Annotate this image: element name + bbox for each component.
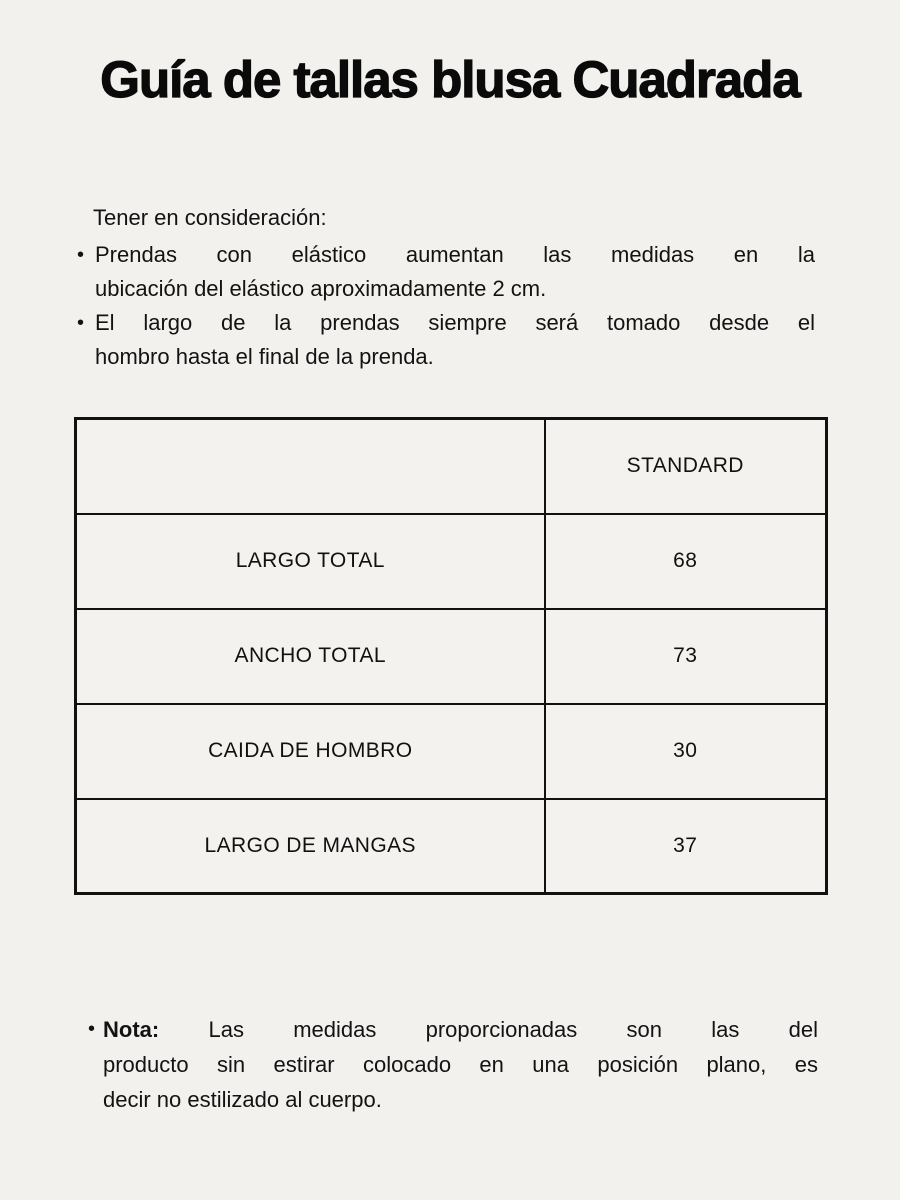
row-label: CAIDA DE HOMBRO — [76, 704, 545, 799]
bullet-line: Prendas con elástico aumentan las medidas en la — [95, 242, 815, 267]
note-label: Nota: — [103, 1017, 160, 1042]
row-value: 73 — [545, 609, 827, 704]
considerations-heading: Tener en consideración: — [93, 205, 327, 230]
bullet-icon: • — [77, 244, 85, 266]
bullet-line: ubicación del elástico aproximadamente 2 cm. — [95, 276, 547, 301]
table-row — [76, 704, 827, 799]
row-label: LARGO TOTAL — [76, 514, 545, 609]
considerations-section — [77, 201, 815, 374]
note-text — [103, 1012, 818, 1117]
table-row — [76, 514, 827, 609]
row-value: 37 — [545, 799, 827, 894]
note-line-rest: Las medidas proporcionadas son las del — [208, 1017, 818, 1042]
note-line — [103, 1012, 818, 1047]
bullet-text — [95, 238, 815, 306]
table-header-row — [76, 419, 827, 514]
bullet-icon: • — [88, 1018, 96, 1040]
table-row — [76, 799, 827, 894]
note-line: producto sin estirar colocado en una posición plano, es — [103, 1052, 818, 1077]
list-item — [77, 238, 815, 306]
row-label: ANCHO TOTAL — [76, 609, 545, 704]
bullet-icon: • — [77, 312, 85, 334]
row-value: 30 — [545, 704, 827, 799]
table-header-standard-cell: STANDARD — [545, 419, 827, 514]
list-item — [77, 306, 815, 374]
bullet-text — [95, 306, 815, 374]
bullet-line: hombro hasta el final de la prenda. — [95, 344, 434, 369]
page-title: Guía de tallas blusa Cuadrada — [100, 51, 800, 108]
list-item — [88, 1012, 818, 1117]
table-header-empty-cell — [76, 419, 545, 514]
note-section — [88, 1012, 818, 1117]
size-table — [74, 417, 828, 895]
row-value: 68 — [545, 514, 827, 609]
table-row — [76, 609, 827, 704]
note-line: decir no estilizado al cuerpo. — [103, 1087, 382, 1112]
size-table-section — [74, 417, 828, 895]
row-label: LARGO DE MANGAS — [76, 799, 545, 894]
bullet-line: El largo de la prendas siempre será tomado desde el — [95, 310, 815, 335]
